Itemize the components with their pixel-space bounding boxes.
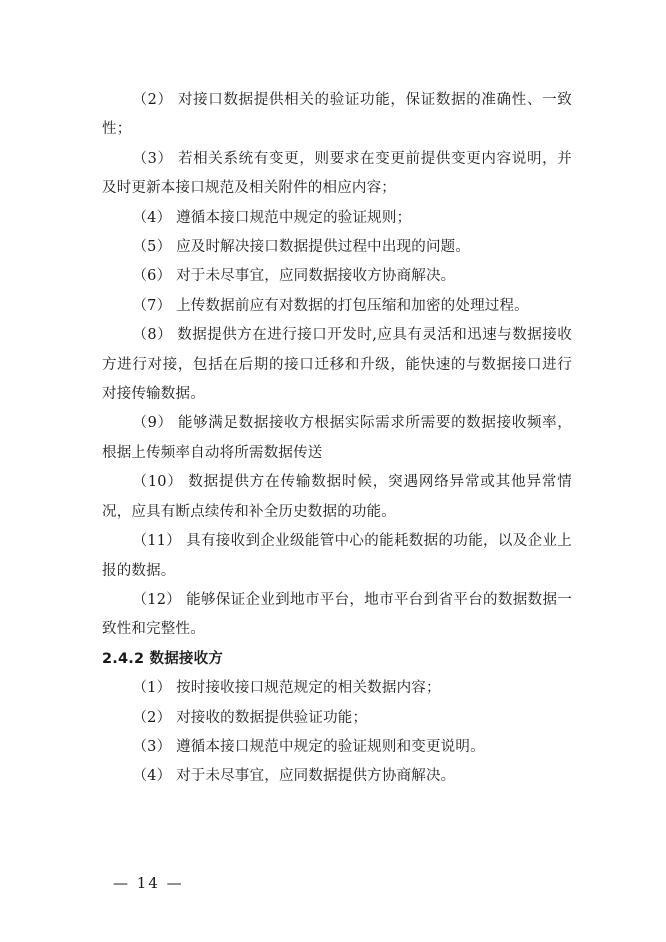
page-number: — 14 — [113, 874, 184, 892]
paragraph-item-10: （10） 数据提供方在传输数据时候，突遇网络异常或其他异常情况，应具有断点续传和补全历史数据的功能。 [102, 474, 572, 520]
paragraph-item-4: （4） 遵循本接口规范中规定的验证规则； [132, 209, 412, 226]
receiver-item-4: （4） 对于未尽事宜，应同数据提供方协商解决。 [132, 768, 456, 785]
paragraph-item-5: （5） 应及时解决接口数据提供过程中出现的问题。 [132, 239, 471, 256]
body-text [102, 86, 572, 792]
paragraph-item-11: （11） 具有接收到企业级能管中心的能耗数据的功能，以及企业上报的数据。 [102, 533, 572, 579]
paragraph-item-8: （8） 数据提供方在进行接口开发时,应具有灵活和迅速与数据接收方进行对接，包括在后期的接口迁移和升级，能快速的与数据接口进行对接传输数据。 [102, 327, 572, 403]
section-heading: 2.4.2 数据接收方 [102, 650, 224, 667]
receiver-item-3: （3） 遵循本接口规范中规定的验证规则和变更说明。 [132, 738, 485, 755]
paragraph-item-12: （12） 能够保证企业到地市平台，地市平台到省平台的数据数据一致性和完整性。 [102, 591, 572, 638]
paragraph-item-2: （2） 对接口数据提供相关的验证功能，保证数据的准确性、一致性； [102, 92, 572, 138]
paragraph-item-3: （3） 若相关系统有变更，则要求在变更前提供变更内容说明，并及时更新本接口规范及相关附件的相应内容； [102, 150, 572, 197]
receiver-item-2: （2） 对接收的数据提供验证功能； [132, 709, 368, 726]
receiver-item-1: （1） 按时接收接口规范规定的相关数据内容； [132, 680, 441, 697]
paragraph-item-7: （7） 上传数据前应有对数据的打包压缩和加密的处理过程。 [132, 297, 529, 314]
paragraph-item-6: （6） 对于未尽事宜，应同数据接收方协商解决。 [132, 268, 456, 285]
paragraph-item-9: （9） 能够满足数据接收方根据实际需求所需要的数据接收频率，根据上传频率自动将所需数据传送 [102, 415, 572, 461]
